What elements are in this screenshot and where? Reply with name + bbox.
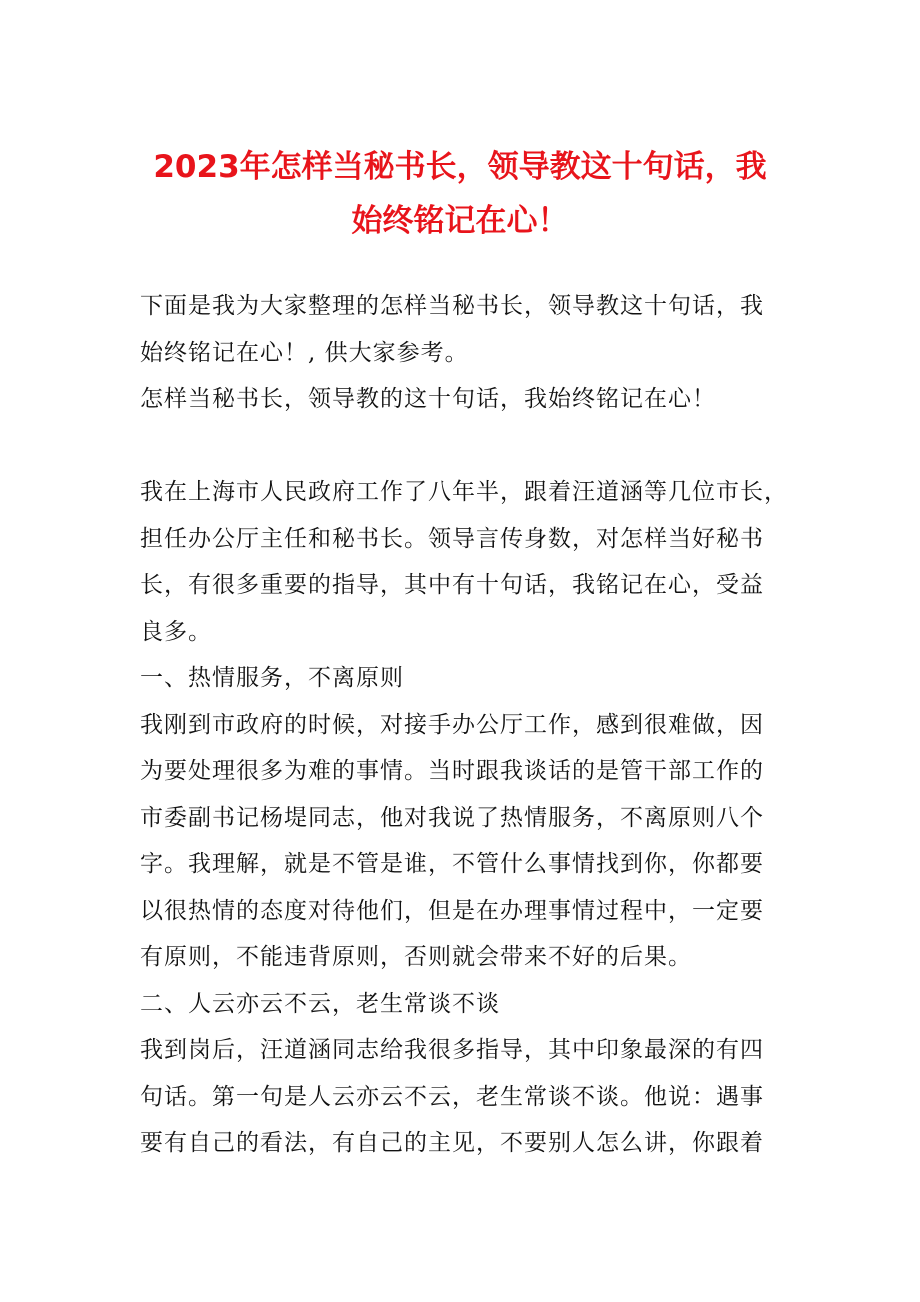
paragraph-line: 以很热情的态度对待他们，但是在办理事情过程中，一定要	[140, 897, 764, 924]
paragraph-line: 长，有很多重要的指导，其中有十句话，我铭记在心，受益	[140, 572, 764, 598]
section-heading-1: 一、热情服务，不离原则	[140, 665, 404, 691]
title-line: 始终铭记在心！	[351, 203, 569, 239]
title-line: 2023年怎样当秘书长，领导教这十句话，我	[153, 149, 767, 185]
paragraph-line: 为要处理很多为难的事情。当时跟我谈话的是管干部工作的	[140, 758, 764, 784]
intro-line: 怎样当秘书长，领导教的这十句话，我始终铭记在心！	[140, 386, 716, 412]
paragraph-line: 要有自己的看法，有自己的主见，不要别人怎么讲，你跟着	[140, 1130, 764, 1156]
paragraph-line: 有原则，不能违背原则，否则就会带来不好的后果。	[140, 944, 692, 970]
document-title	[120, 140, 800, 248]
document-body	[140, 283, 788, 1167]
paragraph-line: 市委副书记杨堤同志，他对我说了热情服务，不离原则八个	[140, 804, 764, 831]
paragraph-line: 我在上海市人民政府工作了八年半，跟着汪道涵等几位市长，	[140, 479, 788, 505]
paragraph-line: 句话。第一句是人云亦云不云，老生常谈不谈。他说：遇事	[140, 1083, 764, 1110]
paragraph-line: 字。我理解，就是不管是谁，不管什么事情找到你，你都要	[140, 851, 764, 877]
blank-line	[140, 423, 788, 470]
intro-line: 下面是我为大家整理的怎样当秘书长，领导教这十句话，我	[140, 293, 764, 319]
paragraph-line: 我刚到市政府的时候，对接手办公厅工作，感到很难做，因	[140, 711, 764, 738]
paragraph-line: 担任办公厅主任和秘书长。领导言传身数，对怎样当好秘书	[140, 525, 764, 552]
paragraph-line: 良多。	[140, 618, 212, 645]
paragraph-line: 我到岗后，汪道涵同志给我很多指导，其中印象最深的有四	[140, 1037, 764, 1063]
intro-line: 始终铭记在心！, 供大家参考。	[140, 339, 469, 366]
section-heading-2: 二、人云亦云不云，老生常谈不谈	[140, 990, 500, 1017]
